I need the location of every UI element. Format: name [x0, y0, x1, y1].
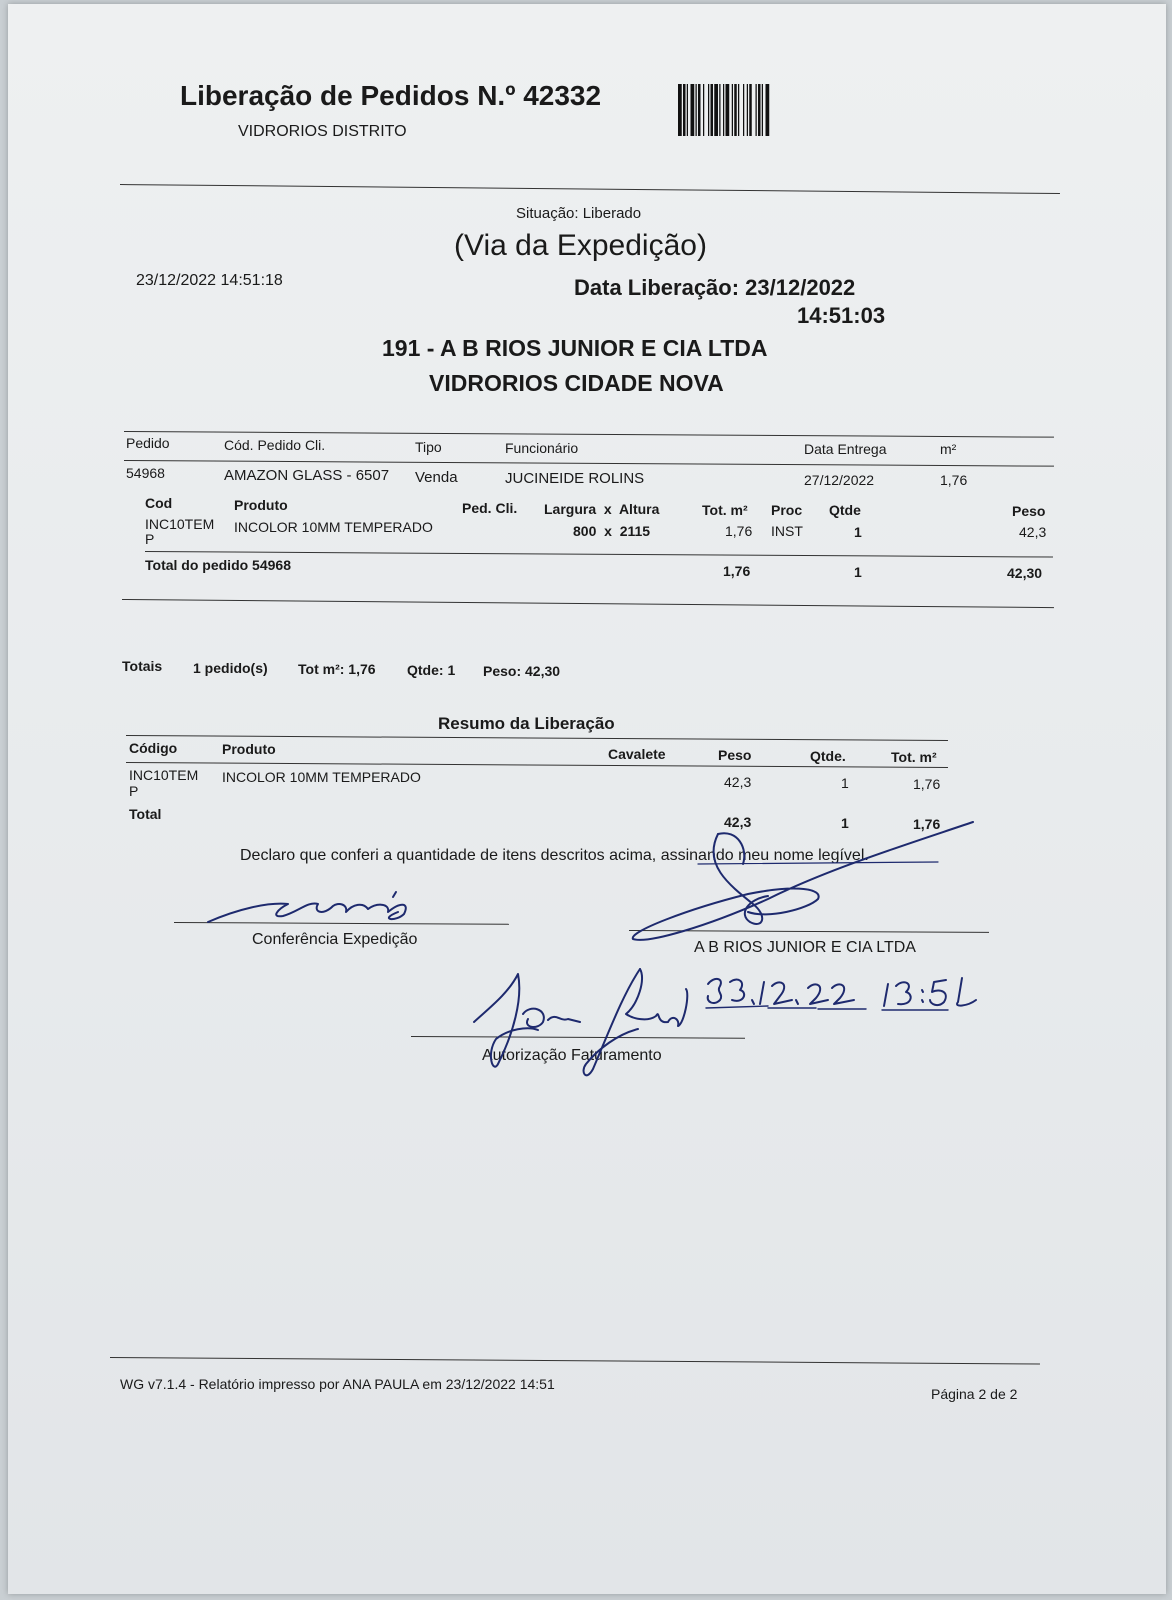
summary-col-qtde: Qtde.	[810, 748, 846, 764]
item-col-qtde: Qtde	[829, 502, 861, 518]
item-dimensions: 800 x 2115	[573, 523, 651, 539]
totals-pedidos: 1 pedido(s)	[193, 660, 268, 676]
signature-label-cliente: A B RIOS JUNIOR E CIA LTDA	[694, 939, 916, 956]
via-label: (Via da Expedição)	[454, 229, 707, 262]
item-col-dimensions: Largura x Altura	[544, 501, 660, 517]
item-col-cod: Cod	[145, 495, 173, 511]
signature-label-autorizacao: Autorização Faturamento	[482, 1047, 662, 1064]
summary-code-line2: P	[129, 783, 139, 799]
client-store: VIDRORIOS CIDADE NOVA	[429, 370, 724, 396]
col-funcionario-header: Funcionário	[505, 440, 579, 456]
summary-product: INCOLOR 10MM TEMPERADO	[222, 769, 421, 785]
item-col-produto: Produto	[234, 497, 288, 513]
col-cod-pedido-header: Cód. Pedido Cli.	[224, 437, 326, 453]
footer-divider	[110, 1357, 1040, 1364]
company-name: VIDRORIOS DISTRITO	[238, 123, 407, 140]
order-m2: 1,76	[940, 472, 968, 488]
employee-name: JUCINEIDE ROLINS	[505, 470, 645, 487]
document-title: Liberação de Pedidos N.º 42332	[180, 80, 602, 111]
item-col-tot-m2: Tot. m²	[702, 502, 748, 518]
order-type: Venda	[415, 469, 458, 486]
footer-printed-by: WG v7.1.4 - Relatório impresso por ANA PAULA em 23/12/2022 14:51	[120, 1376, 555, 1392]
footer-page-number: Página 2 de 2	[931, 1386, 1018, 1402]
client-order-code: AMAZON GLASS - 6507	[224, 467, 390, 484]
item-peso: 42,3	[1019, 524, 1047, 540]
summary-title: Resumo da Liberação	[438, 714, 615, 733]
summary-code-line1: INC10TEM	[129, 767, 199, 783]
order-total-qtde: 1	[854, 564, 862, 580]
summary-col-codigo: Código	[129, 740, 178, 756]
release-time: 14:51:03	[797, 303, 886, 328]
summary-qtde: 1	[841, 775, 849, 791]
handwritten-signatures	[8, 4, 1166, 1104]
col-tipo-header: Tipo	[415, 439, 442, 455]
totals-m2: Tot m²: 1,76	[298, 661, 376, 677]
document-page	[8, 4, 1166, 1594]
summary-total-tot-m2: 1,76	[913, 816, 941, 832]
col-pedido-header: Pedido	[126, 435, 170, 451]
order-total-m2: 1,76	[723, 563, 751, 579]
item-col-peso: Peso	[1012, 503, 1046, 519]
signature-label-conferencia: Conferência Expedição	[252, 931, 418, 948]
summary-col-peso: Peso	[718, 747, 752, 763]
item-col-ped-cli: Ped. Cli.	[462, 500, 518, 516]
summary-total-label: Total	[129, 806, 162, 822]
item-col-proc: Proc	[771, 502, 803, 518]
order-total-label: Total do pedido 54968	[145, 557, 291, 573]
item-tot-m2: 1,76	[725, 523, 753, 539]
declaration-text: Declaro que conferi a quantidade de itens descritos acima, assinando meu nome legível.	[240, 847, 869, 864]
item-code-line1: INC10TEM	[145, 516, 215, 532]
col-m2-header: m²	[940, 441, 957, 457]
item-proc: INST	[771, 523, 803, 539]
summary-col-cavalete: Cavalete	[608, 746, 666, 762]
summary-peso: 42,3	[724, 774, 752, 790]
order-number: 54968	[126, 465, 165, 481]
totals-label: Totais	[122, 658, 163, 674]
client-name: 191 - A B RIOS JUNIOR E CIA LTDA	[382, 335, 768, 361]
status-text: Situação: Liberado	[516, 205, 642, 222]
timestamp: 23/12/2022 14:51:18	[136, 272, 283, 289]
delivery-date: 27/12/2022	[804, 472, 875, 488]
summary-col-tot-m2: Tot. m²	[891, 749, 937, 765]
summary-total-peso: 42,3	[724, 814, 752, 830]
totals-qtde: Qtde: 1	[407, 662, 456, 678]
summary-total-qtde: 1	[841, 815, 849, 831]
summary-tot-m2: 1,76	[913, 776, 941, 792]
item-code-line2: P	[145, 531, 155, 547]
release-date: Data Liberação: 23/12/2022	[574, 275, 856, 300]
item-product: INCOLOR 10MM TEMPERADO	[234, 519, 433, 535]
item-qtde: 1	[854, 524, 862, 540]
col-data-entrega-header: Data Entrega	[804, 441, 887, 457]
totals-peso: Peso: 42,30	[483, 663, 561, 679]
order-total-peso: 42,30	[1007, 565, 1043, 581]
summary-col-produto: Produto	[222, 741, 276, 757]
